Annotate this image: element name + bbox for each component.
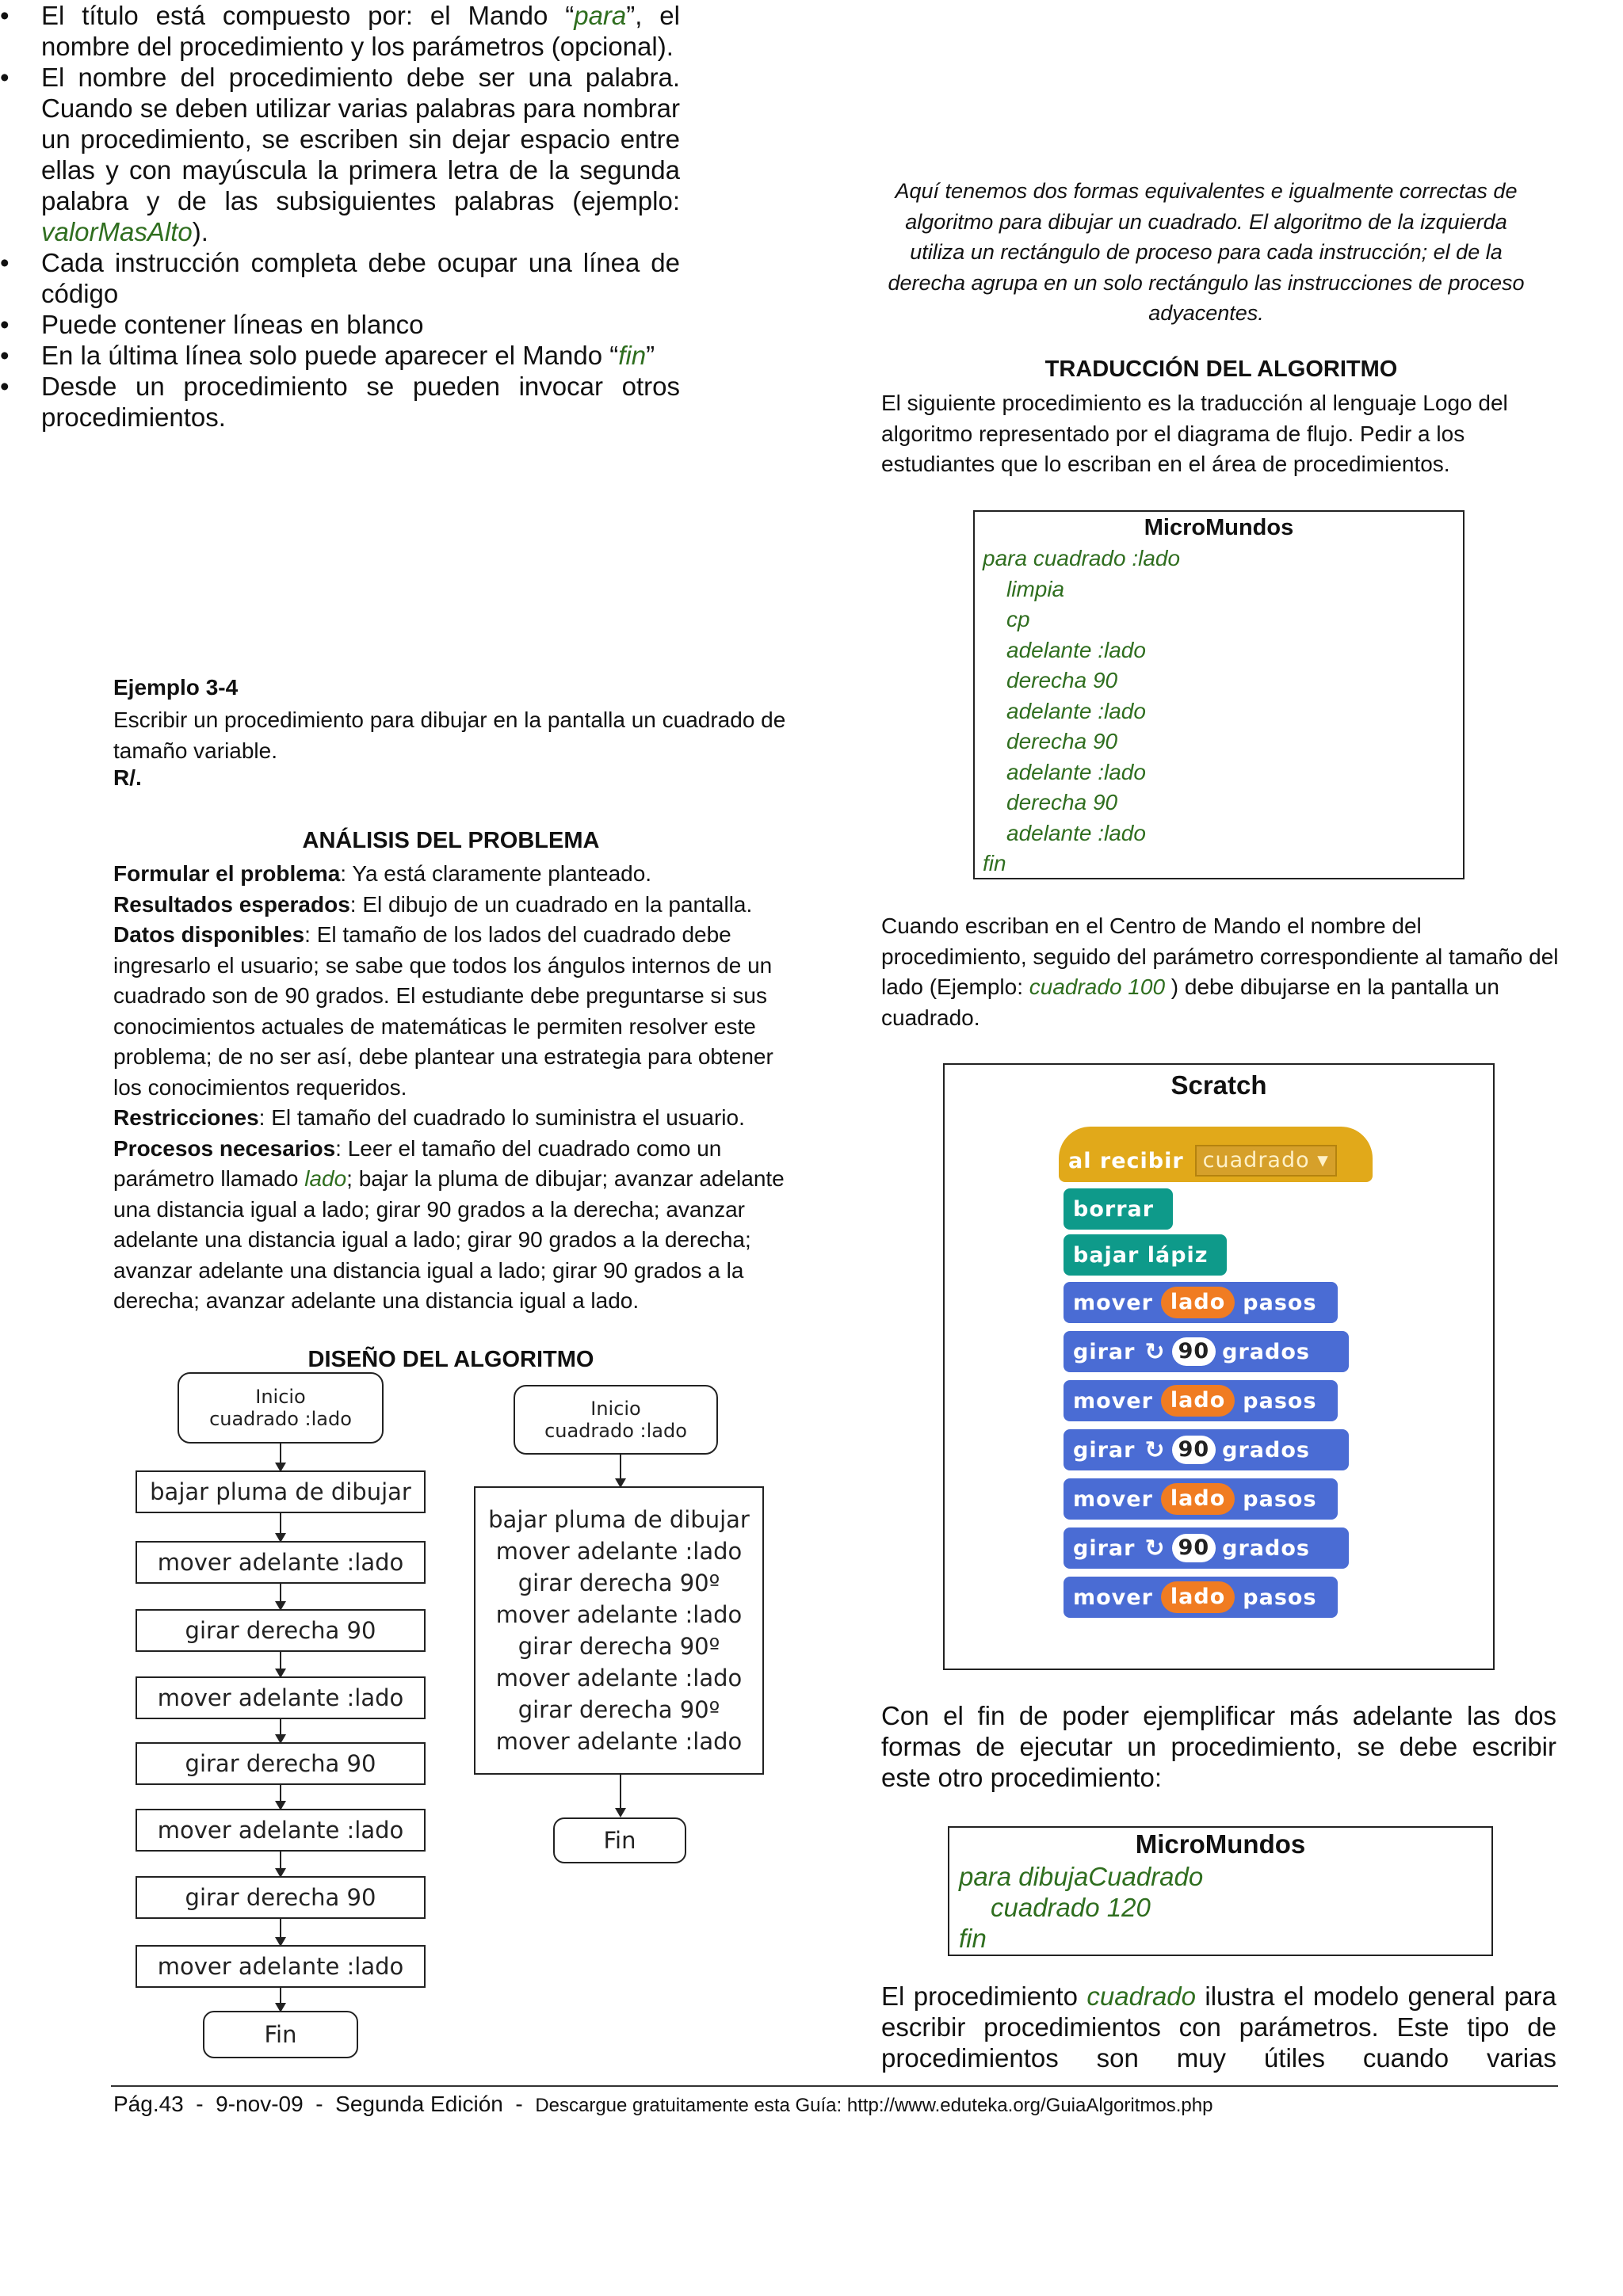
rule-pre: Desde un procedimiento se pueden invocar otros procedimientos.	[41, 372, 680, 432]
rule-post: ”, el nombre del procedimiento y los parámetros (opcional).	[41, 1, 680, 61]
flow1-arrow	[280, 1513, 281, 1541]
flow2-start	[514, 1385, 718, 1455]
analysis-formular	[113, 859, 791, 890]
flow2-arrow	[620, 1455, 621, 1486]
rules-list	[0, 0, 680, 433]
grados-label: grados	[1222, 1437, 1310, 1463]
scratch-block-girar	[1064, 1527, 1349, 1569]
lado-param: lado	[1161, 1483, 1235, 1515]
center-text-1: Cuando escriban en el Centro de Mando el nombre del procedimiento, seguido del parámetro correspondiente al tamaño del lado (Ejemplo:	[881, 913, 1559, 999]
rule-item	[0, 62, 680, 247]
analysis-procesos	[113, 1134, 791, 1317]
pasos-label: pasos	[1243, 1585, 1317, 1610]
rule-pre: El nombre del procedimiento debe ser una palabra. Cuando se deben utilizar varias palabras para nombrar un procedimiento, se escriben sin dejar espacio entre ellas y con mayúscula la primera letra de la segunda palabra y de las subsiguientes palabras (ejemplo:	[41, 63, 680, 215]
flow1-arrow	[280, 1852, 281, 1876]
final-pre: El procedimiento	[881, 1981, 1087, 2011]
flow1-end: Fin	[203, 2011, 358, 2058]
code-line: limpia	[1006, 576, 1065, 601]
flow2-block-line: girar derecha 90º	[517, 1696, 720, 1723]
rule-em: valorMasAlto	[41, 217, 193, 246]
flow2-block-line: girar derecha 90º	[517, 1633, 720, 1660]
girar-label: girar	[1073, 1535, 1136, 1561]
code-line: adelante :lado	[1006, 698, 1146, 723]
rule-item	[0, 247, 680, 309]
footer-divider	[111, 2085, 1558, 2087]
intro-caption: Aquí tenemos dos formas equivalentes e igualmente correctas de algoritmo para dibujar un cuadrado. El algoritmo de la izquierda utiliza un rectángulo de proceso para cada instrucción; el de la derecha agrupa en un solo rectángulo las instrucciones de proceso adyacentes.	[888, 179, 1525, 325]
scratch-hat-block	[1059, 1127, 1373, 1182]
code-line: cp	[1006, 607, 1030, 631]
mover-label: mover	[1073, 1388, 1153, 1413]
code-line: adelante :lado	[1006, 820, 1146, 845]
flow1-arrow	[280, 1785, 281, 1809]
scratch-block-mover	[1064, 1577, 1338, 1618]
bullet-dot: •	[0, 372, 10, 401]
rotate-right-icon: ↻	[1144, 1337, 1166, 1366]
procesos-em: lado	[304, 1166, 347, 1191]
flow2-arrow	[620, 1775, 621, 1816]
flow2-start-line1: Inicio	[590, 1398, 641, 1420]
flow1-arrow	[280, 1988, 281, 2011]
flow1-arrow	[280, 1584, 281, 1609]
degrees-value: 90	[1172, 1534, 1216, 1562]
center-instructions	[881, 911, 1563, 1033]
girar-label: girar	[1073, 1437, 1136, 1463]
flow1-arrow	[280, 1444, 281, 1470]
grados-label: grados	[1222, 1535, 1310, 1561]
example-title: Ejemplo 3-4	[113, 675, 239, 700]
bullet-dot: •	[0, 341, 10, 370]
flow2-block-line: mover adelante :lado	[495, 1601, 743, 1628]
flow1-start	[178, 1372, 384, 1444]
translation-heading: TRADUCCIÓN DEL ALGORITMO	[1044, 357, 1398, 382]
flow1-arrow	[280, 1652, 281, 1676]
scratch-block-girar	[1064, 1429, 1349, 1470]
mover-label: mover	[1073, 1290, 1153, 1315]
rule-item	[0, 371, 680, 433]
pasos-label: pasos	[1243, 1290, 1317, 1315]
analysis-datos	[113, 920, 791, 1103]
flow2-process-block	[474, 1486, 764, 1775]
code-line: para cuadrado :lado	[983, 546, 1181, 570]
flow1-step: girar derecha 90	[136, 1609, 426, 1652]
center-text-2: ) debe dibujarse en la pantalla un cuadrado.	[881, 974, 1499, 1030]
lado-param: lado	[1161, 1287, 1235, 1318]
center-example: cuadrado 100	[1029, 974, 1166, 999]
code-line: para dibujaCuadrado	[959, 1862, 1204, 1891]
rule-pre: Puede contener líneas en blanco	[41, 310, 424, 339]
final-paragraph	[881, 1981, 1556, 2073]
hat-label: al recibir	[1068, 1148, 1184, 1173]
flow2-block-line: mover adelante :lado	[495, 1665, 743, 1691]
flow1-step: mover adelante :lado	[136, 1676, 426, 1719]
mover-label: mover	[1073, 1585, 1153, 1610]
restricciones-text: : El tamaño del cuadrado lo suministra el usuario.	[258, 1105, 745, 1130]
lado-param: lado	[1161, 1385, 1235, 1417]
restricciones-label: Restricciones	[113, 1105, 259, 1130]
code-line: cuadrado 120	[991, 1893, 1151, 1922]
flow1-step: bajar pluma de dibujar	[136, 1470, 426, 1513]
code-box-title: MicroMundos	[1144, 515, 1294, 540]
mover-label: mover	[1073, 1486, 1153, 1512]
rule-pre: El título está compuesto por: el Mando “	[41, 1, 575, 30]
bullet-dot: •	[0, 248, 10, 277]
bullet-dot: •	[0, 63, 10, 92]
code-line: adelante :lado	[1006, 759, 1146, 784]
rule-em: fin	[618, 341, 647, 370]
flow2-block-line: girar derecha 90º	[517, 1569, 720, 1596]
footer-link-text: Descargue gratuitamente esta Guía: http://www.eduteka.org/GuiaAlgoritmos.php	[535, 2095, 1213, 2116]
flow1-arrow	[280, 1919, 281, 1945]
code-line: adelante :lado	[1006, 637, 1146, 662]
formular-text: : Ya está claramente planteado.	[340, 861, 652, 886]
resultados-text: : El dibujo de un cuadrado en la pantalla.	[349, 891, 753, 917]
formular-label: Formular el problema	[113, 861, 341, 886]
grados-label: grados	[1222, 1339, 1310, 1364]
analysis-resultados	[113, 890, 791, 921]
flow1-start-line2: cuadrado :lado	[209, 1408, 352, 1430]
micromundos-code-box-2	[948, 1826, 1493, 1956]
flow1-step: mover adelante :lado	[136, 1809, 426, 1852]
code-line: derecha 90	[1006, 729, 1118, 753]
scratch-block-mover	[1064, 1478, 1338, 1520]
flow2-block-line: mover adelante :lado	[495, 1538, 743, 1565]
hat-dropdown: cuadrado ▾	[1195, 1145, 1337, 1177]
rule-pre: En la última línea solo puede aparecer el Mando “	[41, 341, 619, 370]
rule-post: ).	[192, 217, 208, 246]
rule-em: para	[574, 1, 627, 30]
flow2-end: Fin	[553, 1817, 686, 1863]
datos-text: : El tamaño de los lados del cuadrado debe ingresarlo el usuario; se sabe que todos los ángulos internos de un cuadrado son de 90 grados. El estudiante debe preguntarse si sus conocimientos actuales de matemáticas le permiten resolver este problema; de no ser así, debe plantear una estrategia para obtener los conocimientos requeridos.	[113, 922, 773, 1100]
design-heading: DISEÑO DEL ALGORITMO	[307, 1347, 594, 1372]
page-footer	[113, 2092, 1212, 2117]
flow2-start-line2: cuadrado :lado	[544, 1420, 687, 1442]
hat-value: cuadrado	[1202, 1148, 1310, 1173]
example-text: Escribir un procedimiento para dibujar en la pantalla un cuadrado de tamaño variable.	[113, 707, 786, 763]
code-line: fin	[983, 851, 1006, 875]
scratch-title: Scratch	[1170, 1070, 1267, 1100]
flow1-step: mover adelante :lado	[136, 1541, 426, 1584]
lado-param: lado	[1161, 1581, 1235, 1613]
flow1-step: mover adelante :lado	[136, 1945, 426, 1988]
footer-main: Pág.43 - 9-nov-09 - Segunda Edición -	[113, 2092, 536, 2116]
final-em: cuadrado	[1086, 1981, 1196, 2011]
analysis-heading: ANÁLISIS DEL PROBLEMA	[302, 828, 600, 853]
scratch-block-borrar: borrar	[1064, 1188, 1173, 1230]
resultados-label: Resultados esperados	[113, 891, 350, 917]
translation-text: El siguiente procedimiento es la traducción al lenguaje Logo del algoritmo representado por el diagrama de flujo. Pedir a los estudiantes que lo escriban en el área de procedimientos.	[881, 391, 1508, 476]
final-post: ilustra el modelo general para escribir procedimientos con parámetros. Este tipo de procedimientos son muy útiles cuando varias	[881, 1981, 1556, 2073]
flow2-block-line: bajar pluma de dibujar	[488, 1506, 750, 1533]
code-line: derecha 90	[1006, 790, 1118, 814]
datos-label: Datos disponibles	[113, 922, 305, 947]
degrees-value: 90	[1172, 1436, 1216, 1464]
rule-item	[0, 309, 680, 340]
scratch-block-mover	[1064, 1380, 1338, 1421]
rule-item	[0, 0, 680, 62]
code-body	[983, 574, 1455, 849]
flow1-arrow	[280, 1719, 281, 1742]
girar-label: girar	[1073, 1339, 1136, 1364]
flow2-block-line: mover adelante :lado	[495, 1728, 743, 1755]
bullet-dot: •	[0, 1, 10, 30]
flow1-step: girar derecha 90	[136, 1876, 426, 1919]
degrees-value: 90	[1172, 1337, 1216, 1366]
flow1-step: girar derecha 90	[136, 1742, 426, 1785]
procedure-intro-text: Con el fin de poder ejemplificar más adelante las dos formas de ejecutar un procedimiento, se debe escribir este otro procedimiento:	[881, 1701, 1556, 1792]
procesos-text-2: ; bajar la pluma de dibujar; avanzar adelante una distancia igual a lado; girar 90 grados a la derecha; avanzar adelante una distancia igual a lado; girar 90 grados a la derecha; avanzar adelante una distancia igual a lado; girar 90 grados a la derecha; avanzar adelante una distancia igual a lado.	[113, 1166, 785, 1313]
rule-post: ”	[646, 341, 655, 370]
rotate-right-icon: ↻	[1144, 1436, 1166, 1464]
flow1-start-line1: Inicio	[255, 1386, 306, 1408]
rotate-right-icon: ↻	[1144, 1534, 1166, 1562]
example-answer: R/.	[113, 765, 142, 790]
rule-pre: Cada instrucción completa debe ocupar una línea de código	[41, 248, 680, 308]
code-line: derecha 90	[1006, 668, 1118, 692]
code-line: fin	[959, 1924, 987, 1953]
scratch-block-mover	[1064, 1282, 1338, 1323]
analysis-body	[113, 859, 791, 1317]
analysis-restricciones	[113, 1103, 791, 1134]
rule-item	[0, 340, 680, 371]
pasos-label: pasos	[1243, 1486, 1317, 1512]
pasos-label: pasos	[1243, 1388, 1317, 1413]
scratch-block-bajar: bajar lápiz	[1064, 1234, 1227, 1276]
code-box-title: MicroMundos	[1135, 1829, 1306, 1859]
micromundos-code-box	[973, 510, 1465, 879]
procesos-label: Procesos necesarios	[113, 1135, 336, 1161]
scratch-box	[943, 1063, 1495, 1670]
procesos-text-1: : Leer el tamaño del cuadrado como un parámetro llamado	[113, 1135, 722, 1191]
bullet-dot: •	[0, 310, 10, 339]
scratch-block-girar	[1064, 1331, 1349, 1372]
